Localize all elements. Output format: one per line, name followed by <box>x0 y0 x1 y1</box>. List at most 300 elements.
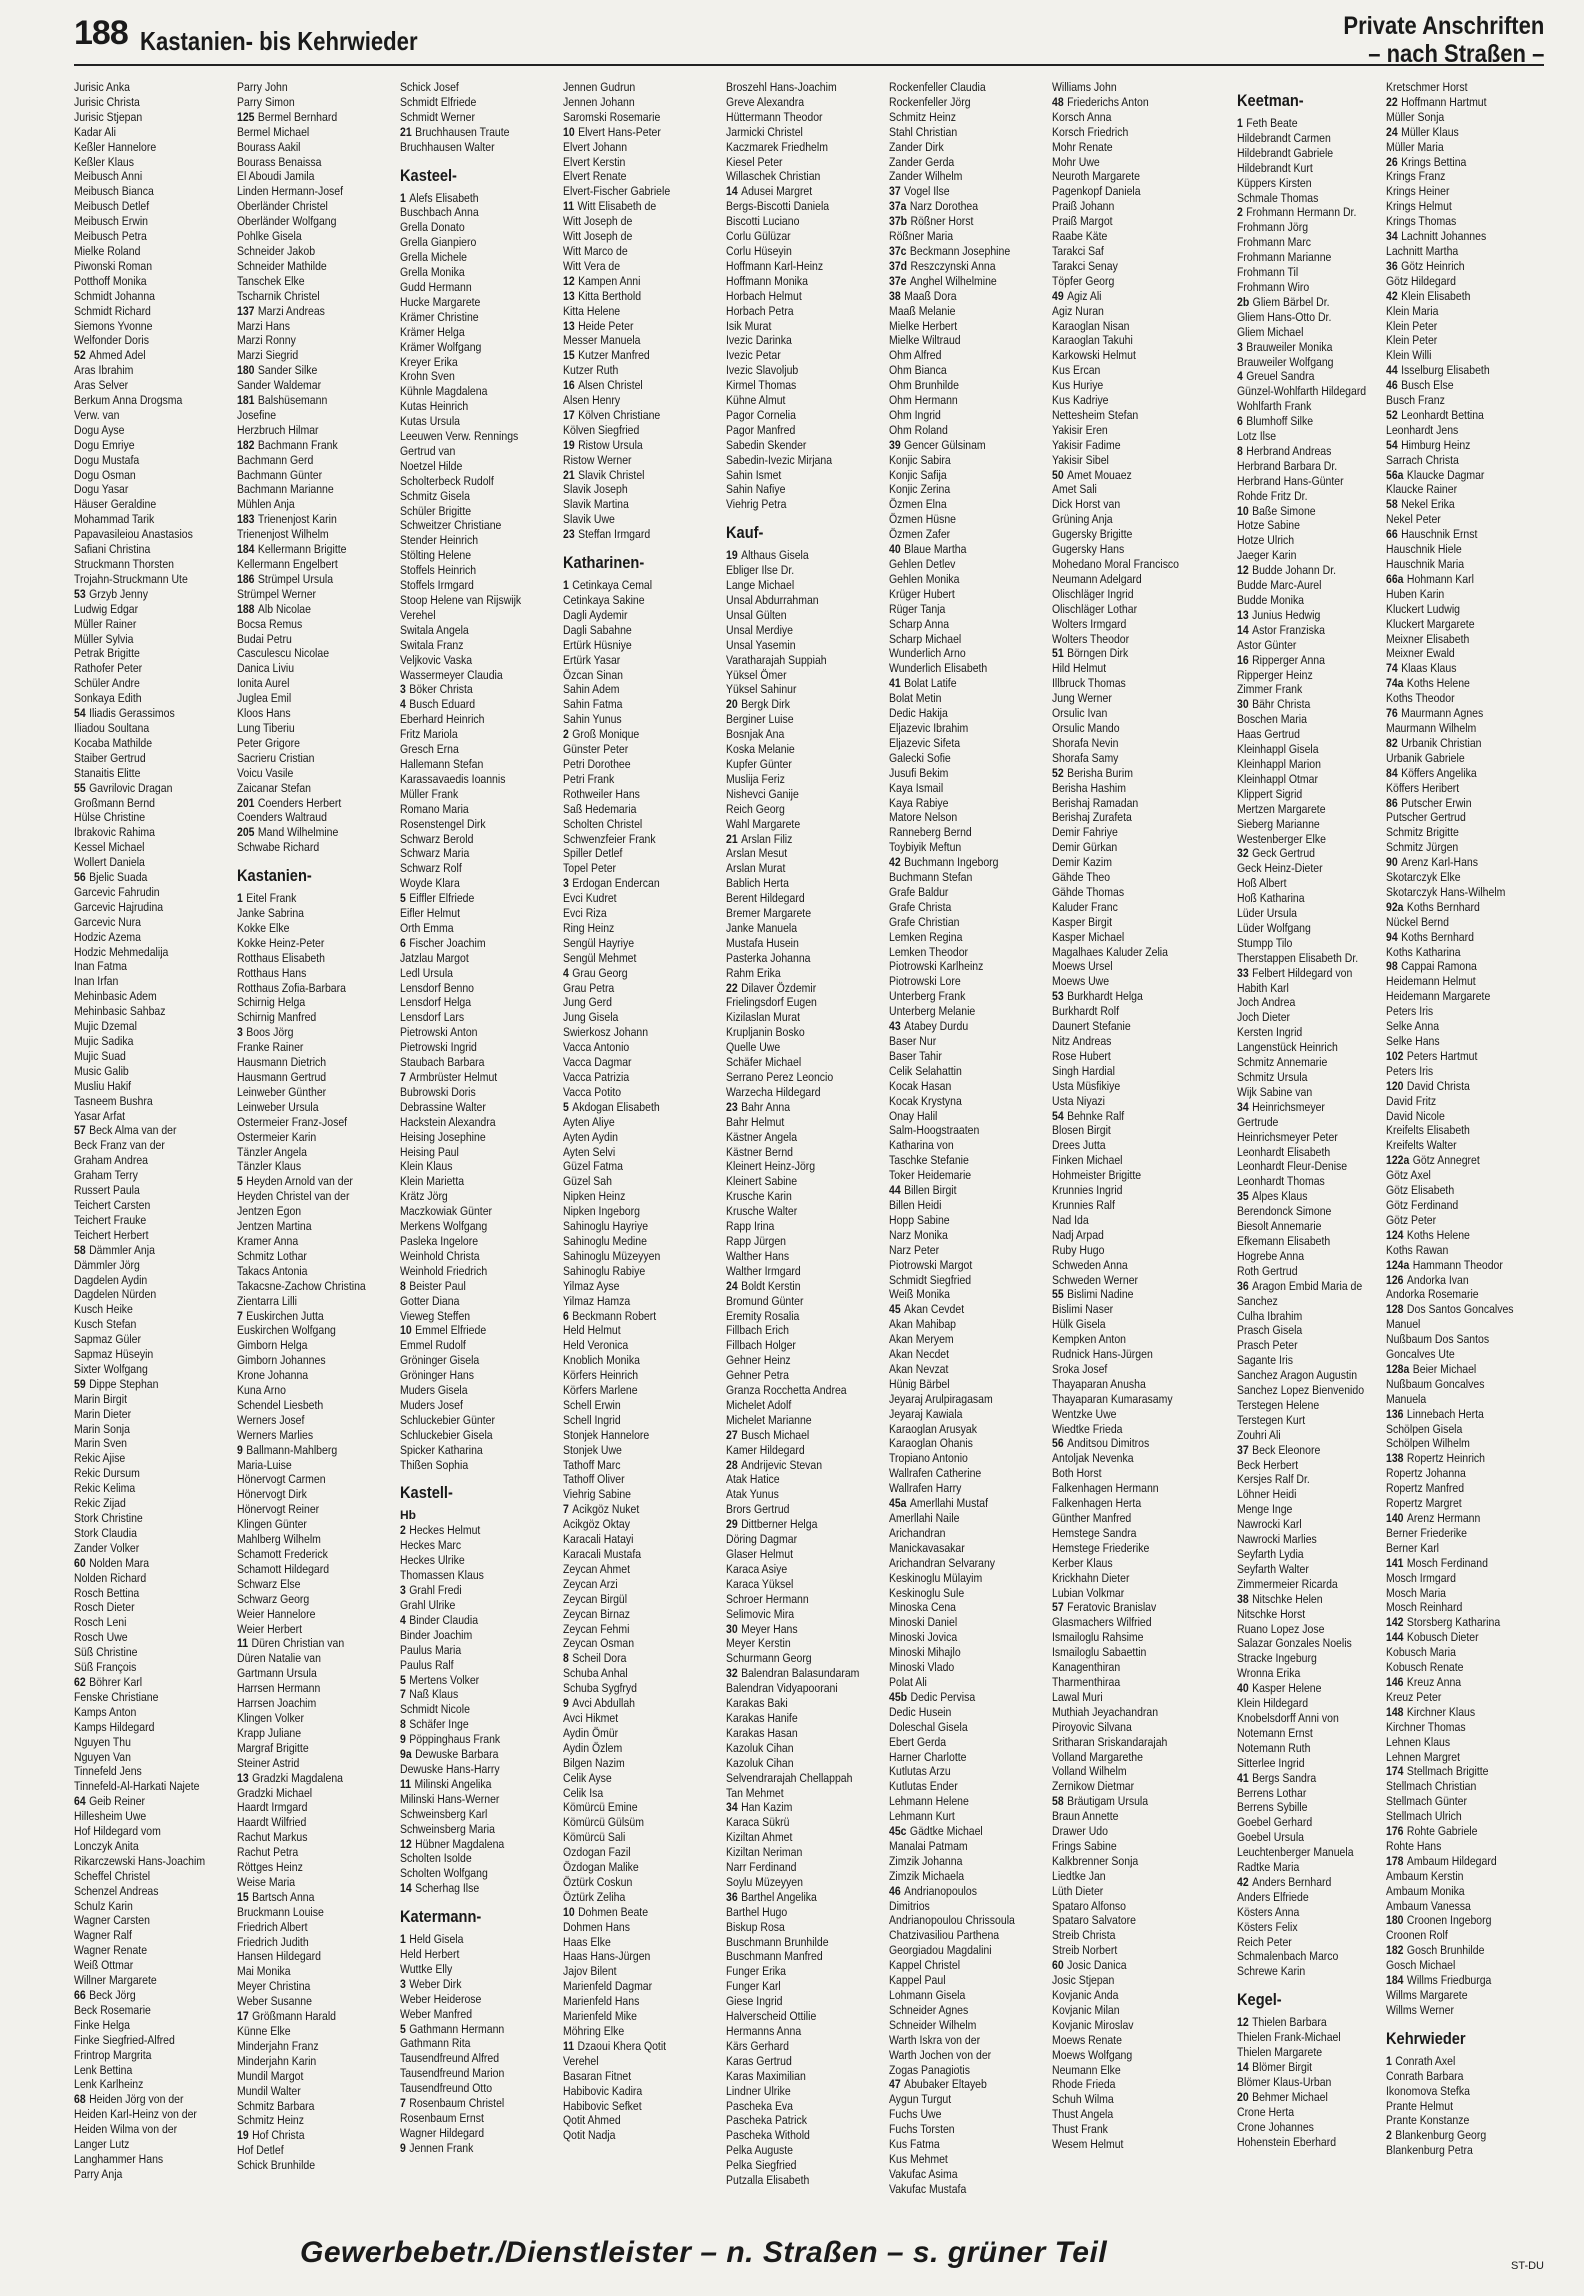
directory-entry <box>1386 244 1558 259</box>
directory-entry <box>726 578 898 593</box>
directory-entry <box>400 1025 572 1040</box>
resident-name: Klein Marietta <box>400 1174 465 1189</box>
house-number: 14 <box>1237 2060 1249 2074</box>
directory-entry <box>889 1988 1061 2003</box>
directory-entry <box>563 259 735 274</box>
resident-name: David Nicole <box>1386 1108 1445 1123</box>
resident-name: Rekic Ajise <box>74 1451 126 1466</box>
directory-entry <box>400 1598 572 1613</box>
resident-name: Akan Nevzat <box>889 1361 949 1376</box>
resident-name: Ambaum Monika <box>1386 1883 1465 1898</box>
resident-name: Witt Elisabeth de <box>577 199 657 214</box>
directory-entry <box>74 1988 246 2003</box>
directory-entry <box>237 1398 409 1413</box>
resident-name: Vacca Dagmar <box>563 1055 632 1070</box>
resident-name: Spiller Detlef <box>563 846 623 861</box>
directory-entry <box>1052 617 1224 632</box>
resident-name: Vacca Potito <box>563 1084 622 1099</box>
resident-name: Heyden Christel van der <box>237 1189 350 1204</box>
directory-entry <box>726 563 898 578</box>
resident-name: Kömürcü Sali <box>563 1830 626 1845</box>
directory-entry <box>1386 1377 1558 1392</box>
house-number: 142 <box>1386 1615 1404 1630</box>
resident-name: Elvert Johann <box>563 139 628 154</box>
house-number: 66 <box>1386 527 1398 542</box>
directory-entry <box>400 638 572 653</box>
directory-entry <box>1237 578 1409 593</box>
resident-name: Both Horst <box>1052 1466 1102 1481</box>
directory-entry <box>1237 951 1409 966</box>
resident-name: Schweinsberg Karl <box>400 1806 488 1821</box>
directory-entry <box>1386 557 1558 572</box>
directory-entry <box>400 697 572 712</box>
directory-entry <box>726 1994 898 2009</box>
directory-entry <box>74 1198 246 1213</box>
directory-entry <box>237 1279 409 1294</box>
directory-entry <box>726 497 898 512</box>
resident-name: Grzyb Jenny <box>89 586 148 601</box>
resident-name: Petrak Brigitte <box>74 646 140 661</box>
resident-name: Schneider Mathilde <box>237 258 327 273</box>
house-number: 11 <box>237 1636 249 1651</box>
resident-name: Kretschmer Horst <box>1386 80 1468 94</box>
resident-name: Croonen Rolf <box>1386 1928 1448 1943</box>
resident-name: Weise Maria <box>237 1874 296 1889</box>
directory-entry <box>1052 1138 1224 1153</box>
resident-name: Nolden Mara <box>89 1555 150 1570</box>
directory-entry <box>726 1502 898 1517</box>
resident-name: Mohedano Moral Francisco <box>1052 557 1180 571</box>
resident-name: Nolden Richard <box>74 1570 147 1585</box>
resident-name: Bruckmann Louise <box>237 1904 324 1919</box>
directory-entry <box>889 1645 1061 1660</box>
resident-name: Rikarczewski Hans-Joachim <box>74 1853 206 1868</box>
resident-name: Mahlberg Wilhelm <box>237 1532 321 1547</box>
resident-name: Quelle Uwe <box>726 1040 781 1055</box>
directory-entry <box>74 974 246 989</box>
resident-name: Struckmann Thorsten <box>74 557 175 571</box>
resident-name: Celik Isa <box>563 1785 604 1800</box>
directory-entry <box>563 1174 735 1189</box>
directory-entry <box>726 304 898 319</box>
directory-entry <box>1237 1786 1409 1801</box>
directory-entry <box>1052 1481 1224 1496</box>
resident-name: Frielingsdorf Eugen <box>726 995 817 1010</box>
resident-name: Maaß Melanie <box>889 303 956 318</box>
resident-name: Kuna Arno <box>237 1383 286 1398</box>
directory-column <box>237 80 412 2210</box>
directory-entry <box>726 2069 898 2084</box>
resident-name: Werners Marlies <box>237 1427 314 1442</box>
resident-name: Heinrichsmeyer Peter <box>1237 1129 1338 1144</box>
resident-name: Weier Herbert <box>237 1621 303 1636</box>
resident-name: Gotter Diana <box>400 1293 460 1308</box>
directory-entry <box>726 817 898 832</box>
directory-entry <box>1237 295 1409 310</box>
resident-name: Armbrüster Helmut <box>409 1070 498 1084</box>
resident-name: Nekel Erika <box>1401 497 1455 512</box>
house-number: 37 <box>889 184 901 199</box>
resident-name: Thißen Sophia <box>400 1457 469 1472</box>
directory-entry <box>1386 751 1558 766</box>
resident-name: Minoski Jovica <box>889 1630 958 1645</box>
directory-entry <box>1052 1004 1224 1019</box>
resident-name: Spataro Salvatore <box>1052 1913 1136 1928</box>
directory-entry <box>889 1258 1061 1273</box>
house-number: 46 <box>889 1883 901 1898</box>
resident-name: Leonhardt Thomas <box>1237 1174 1325 1189</box>
resident-name: Marzi Andreas <box>257 303 325 318</box>
resident-name: Elvert-Fischer Gabriele <box>563 184 671 199</box>
resident-name: Krone Johanna <box>237 1368 309 1383</box>
resident-name: Demir Kazim <box>1052 855 1112 870</box>
resident-name: Erdogan Endercan <box>572 876 660 891</box>
resident-name: Ayten Aliye <box>563 1114 615 1129</box>
directory-entry <box>237 1070 409 1085</box>
directory-entry <box>726 1472 898 1487</box>
resident-name: Pelka Auguste <box>726 2143 794 2158</box>
resident-name: Herzbruch Hilmar <box>237 422 319 437</box>
resident-name: Akan Mahibap <box>889 1317 957 1332</box>
directory-entry <box>237 2039 409 2054</box>
directory-entry <box>1386 1884 1558 1899</box>
resident-name: Jusufi Bekim <box>889 765 949 780</box>
resident-name: Habibovic Sefket <box>563 2098 642 2113</box>
directory-entry <box>400 891 572 906</box>
directory-entry <box>563 593 735 608</box>
directory-entry <box>400 1115 572 1130</box>
directory-entry <box>1052 155 1224 170</box>
house-number: 180 <box>1386 1913 1404 1928</box>
resident-name: Wesem Helmut <box>1052 2137 1124 2152</box>
resident-name: Schmitz Barbara <box>237 2098 315 2113</box>
resident-name: Anders Elfriede <box>1237 1889 1309 1904</box>
resident-name: Steiner Astrid <box>237 1755 300 1770</box>
resident-name: Ebliger Ilse Dr. <box>726 563 795 578</box>
directory-entry <box>1386 80 1558 95</box>
resident-name: Rachut Petra <box>237 1845 299 1860</box>
directory-entry <box>889 393 1061 408</box>
directory-entry <box>1386 1571 1558 1586</box>
directory-entry <box>563 772 735 787</box>
resident-name: Strümpel Werner <box>237 586 317 601</box>
directory-entry <box>237 1145 409 1160</box>
resident-name: Beck Jörg <box>89 1988 136 2002</box>
resident-name: Kaya Ismail <box>889 780 944 795</box>
resident-name: Buchmann Stefan <box>889 870 973 885</box>
resident-name: Wunderlich Elisabeth <box>889 661 988 676</box>
resident-name: Mielke Roland <box>74 243 141 258</box>
directory-entry <box>1237 891 1409 906</box>
directory-entry <box>1237 1815 1409 1830</box>
directory-entry <box>1052 1466 1224 1481</box>
resident-name: Broszehl Hans-Joachim <box>726 80 837 94</box>
house-number: 120 <box>1386 1078 1404 1093</box>
resident-name: Sanchez Lopez Bienvenido <box>1237 1383 1365 1398</box>
directory-entry <box>74 2092 246 2107</box>
resident-name: Stellmach Christian <box>1386 1779 1477 1794</box>
directory-entry <box>237 1353 409 1368</box>
directory-entry <box>400 1717 572 1732</box>
house-number: 7 <box>400 2096 406 2111</box>
resident-name: Thayaparan Anusha <box>1052 1376 1146 1391</box>
resident-name: Wagner Ralf <box>74 1928 132 1943</box>
resident-name: Zeycan Fehmi <box>563 1621 630 1636</box>
resident-name: Schmidt Richard <box>74 303 151 318</box>
resident-name: Maczkowiak Günter <box>400 1204 493 1219</box>
directory-entry <box>1237 1592 1409 1607</box>
directory-entry <box>889 542 1061 557</box>
directory-entry <box>74 915 246 930</box>
resident-name: Eberhard Heinrich <box>400 712 485 727</box>
resident-name: Abubaker Eltayeb <box>904 2077 987 2092</box>
resident-name: Balshüsemann <box>257 393 328 408</box>
resident-name: Keskinoglu Mülayim <box>889 1570 983 1585</box>
resident-name: Schuba Anhal <box>563 1666 628 1681</box>
directory-entry <box>237 1204 409 1219</box>
directory-entry <box>1386 1526 1558 1541</box>
directory-entry <box>237 229 409 244</box>
resident-name: Bourass Aakil <box>237 139 301 154</box>
resident-name: Garcevic Fahrudin <box>74 884 160 899</box>
resident-name: Held Gisela <box>409 1932 464 1947</box>
resident-name: Eljazevic Ibrahim <box>889 720 969 735</box>
directory-entry <box>1052 1854 1224 1869</box>
resident-name: Eiffler Elfriede <box>409 891 475 906</box>
house-number: 8 <box>400 1717 406 1732</box>
resident-name: Gliem Bärbel Dr. <box>1252 294 1330 309</box>
directory-entry <box>563 423 735 438</box>
resident-name: Storsberg Katharina <box>1406 1615 1501 1630</box>
resident-name: Yakisir Sibel <box>1052 452 1109 467</box>
house-number: 180 <box>237 363 255 378</box>
resident-name: Mohammad Tarik <box>74 512 155 527</box>
resident-name: Wiedtke Frieda <box>1052 1421 1123 1436</box>
directory-entry <box>237 1800 409 1815</box>
directory-entry <box>74 1049 246 1064</box>
directory-entry <box>1386 1913 1558 1928</box>
resident-name: Krapp Juliane <box>237 1725 302 1740</box>
directory-entry <box>1386 274 1558 289</box>
directory-entry <box>726 936 898 951</box>
resident-name: Schmidt Johanna <box>74 288 156 303</box>
resident-name: Stellmach Brigitte <box>1406 1764 1489 1779</box>
resident-name: Akan Necdet <box>889 1347 950 1362</box>
resident-name: Dos Santos Goncalves <box>1406 1302 1514 1317</box>
directory-entry <box>1386 1600 1558 1615</box>
directory-entry <box>1052 199 1224 214</box>
directory-entry <box>1386 1228 1558 1243</box>
house-number: 59 <box>74 1376 86 1391</box>
house-number: 49 <box>1052 288 1064 303</box>
resident-name: Held Helmut <box>563 1323 621 1338</box>
directory-entry <box>1052 1586 1224 1601</box>
resident-name: Zeycan Birnaz <box>563 1606 630 1621</box>
resident-name: Ripperger Heinz <box>1237 667 1313 682</box>
resident-name: Hüttermann Theodor <box>726 109 823 124</box>
directory-entry <box>726 2054 898 2069</box>
directory-entry <box>889 274 1061 289</box>
directory-entry <box>726 757 898 772</box>
directory-entry <box>74 1750 246 1765</box>
directory-entry <box>400 1279 572 1294</box>
resident-name: Hallemann Stefan <box>400 756 484 771</box>
resident-name: Zaicanar Stefan <box>237 780 312 795</box>
resident-name: Witt Vera de <box>563 258 621 273</box>
resident-name: Kus Kadriye <box>1052 393 1109 408</box>
resident-name: Buschmann Manfred <box>726 1949 823 1964</box>
directory-entry <box>400 966 572 981</box>
directory-entry <box>237 1249 409 1264</box>
resident-name: Habith Karl <box>1237 980 1289 995</box>
directory-entry <box>237 1413 409 1428</box>
directory-entry <box>889 214 1061 229</box>
directory-entry <box>1386 915 1558 930</box>
resident-name: Geck Gertrud <box>1252 846 1316 861</box>
directory-entry <box>400 429 572 444</box>
resident-name: Rosch Dieter <box>74 1600 135 1615</box>
directory-entry <box>889 1198 1061 1213</box>
directory-entry <box>400 504 572 519</box>
directory-entry <box>1237 489 1409 504</box>
directory-entry <box>563 921 735 936</box>
directory-entry <box>726 1234 898 1249</box>
directory-entry <box>74 1735 246 1750</box>
directory-entry <box>1237 787 1409 802</box>
house-number: 7 <box>237 1308 243 1323</box>
directory-entry <box>889 1407 1061 1422</box>
resident-name: Heckes Marc <box>400 1538 462 1553</box>
resident-name: Mosch Ferdinand <box>1406 1555 1488 1570</box>
resident-name: Zouhri Ali <box>1237 1427 1281 1442</box>
resident-name: Gradzki Michael <box>237 1785 313 1800</box>
directory-entry <box>74 1943 246 1958</box>
resident-name: Saß Hedemaria <box>563 801 637 816</box>
house-number: 6 <box>400 935 406 950</box>
resident-name: Gehlen Detlev <box>889 557 956 571</box>
resident-name: Kitta Helene <box>563 303 621 318</box>
directory-entry <box>889 2107 1061 2122</box>
directory-entry <box>563 1234 735 1249</box>
directory-entry <box>563 2069 735 2084</box>
resident-name: Witt Marco de <box>563 243 628 258</box>
directory-entry <box>1052 423 1224 438</box>
resident-name: Tscharnik Christel <box>237 288 320 303</box>
resident-name: Ropertz Margret <box>1386 1496 1462 1511</box>
directory-entry <box>237 468 409 483</box>
house-number: 42 <box>1237 1874 1249 1889</box>
directory-entry <box>889 2048 1061 2063</box>
resident-name: Lenk Bettina <box>74 2062 133 2077</box>
resident-name: Weiß Ottmar <box>74 1958 134 1973</box>
directory-entry <box>400 1881 572 1896</box>
directory-entry <box>237 1562 409 1577</box>
directory-entry <box>889 2137 1061 2152</box>
resident-name: Ohm Roland <box>889 422 948 437</box>
resident-name: Thomassen Klaus <box>400 1568 484 1583</box>
directory-entry <box>400 1010 572 1025</box>
directory-entry <box>563 393 735 408</box>
resident-name: Weber Susanne <box>237 1994 312 2009</box>
directory-entry <box>1386 900 1558 915</box>
resident-name: Krings Thomas <box>1386 214 1457 229</box>
directory-entry <box>1386 393 1558 408</box>
directory-entry <box>74 661 246 676</box>
directory-entry <box>237 259 409 274</box>
directory-entry <box>563 1100 735 1115</box>
resident-name: Kazoluk Cihan <box>726 1755 794 1770</box>
resident-name: Siemons Yvonne <box>74 318 153 333</box>
house-number: 3 <box>237 1025 243 1040</box>
resident-name: Jennen Johann <box>563 94 635 109</box>
directory-entry <box>1386 989 1558 1004</box>
directory-entry <box>563 1830 735 1845</box>
resident-name: Mosch Maria <box>1386 1585 1446 1600</box>
resident-name: Jung Gisela <box>563 1010 619 1025</box>
resident-name: Leonhardt Jens <box>1386 422 1459 437</box>
directory-entry <box>1237 1860 1409 1875</box>
directory-entry <box>1386 2143 1558 2158</box>
resident-name: Hünig Bärbel <box>889 1376 950 1391</box>
resident-name: Karacali Hatayi <box>563 1532 634 1547</box>
resident-name: Götz Annegret <box>1412 1153 1480 1168</box>
resident-name: Kleinhappl Gisela <box>1237 742 1319 757</box>
directory-entry <box>726 712 898 727</box>
directory-entry <box>74 751 246 766</box>
resident-name: Ivezic Slavoljub <box>726 363 799 378</box>
resident-name: Lenk Karlheinz <box>74 2077 144 2092</box>
directory-entry <box>74 1377 246 1392</box>
directory-entry <box>400 772 572 787</box>
resident-name: Witt Joseph de <box>563 229 633 244</box>
directory-entry <box>400 1932 572 1947</box>
house-number: 37d <box>889 258 908 273</box>
resident-name: Maurmann Agnes <box>1401 706 1484 721</box>
resident-name: Tathoff Marc <box>563 1457 621 1472</box>
resident-name: Dedic Hakija <box>889 706 948 721</box>
house-number: 60 <box>74 1555 86 1570</box>
directory-entry <box>889 1660 1061 1675</box>
resident-name: Heising Josephine <box>400 1129 486 1144</box>
directory-entry <box>563 289 735 304</box>
directory-entry <box>74 945 246 960</box>
house-number: 2 <box>400 1523 406 1538</box>
directory-entry <box>726 333 898 348</box>
resident-name: Rockenfeller Jörg <box>889 94 971 109</box>
directory-entry <box>889 289 1061 304</box>
resident-name: Eljazevic Sifeta <box>889 735 961 750</box>
resident-name: Zogas Panagiotis <box>889 2062 971 2077</box>
resident-name: Aygun Turgut <box>889 2092 952 2107</box>
resident-name: Ohm Bianca <box>889 363 947 378</box>
directory-entry <box>889 1735 1061 1750</box>
house-number: 23 <box>563 527 575 542</box>
directory-entry <box>74 1287 246 1302</box>
street-heading: Kastanien- <box>237 866 312 886</box>
resident-name: Balendran Vidyapoorani <box>726 1681 838 1696</box>
resident-name: Schick Brunhilde <box>237 2158 316 2173</box>
resident-name: Warzecha Hildegard <box>726 1084 821 1099</box>
directory-entry <box>726 80 898 95</box>
directory-entry <box>889 169 1061 184</box>
directory-entry <box>74 810 246 825</box>
directory-entry <box>74 1854 246 1869</box>
directory-entry <box>563 304 735 319</box>
resident-name: Stölting Helene <box>400 548 472 563</box>
resident-name: Krunnies Ingrid <box>1052 1183 1123 1198</box>
resident-name: Tänzler Klaus <box>237 1159 302 1174</box>
resident-name: Ohm Ingrid <box>889 407 941 422</box>
